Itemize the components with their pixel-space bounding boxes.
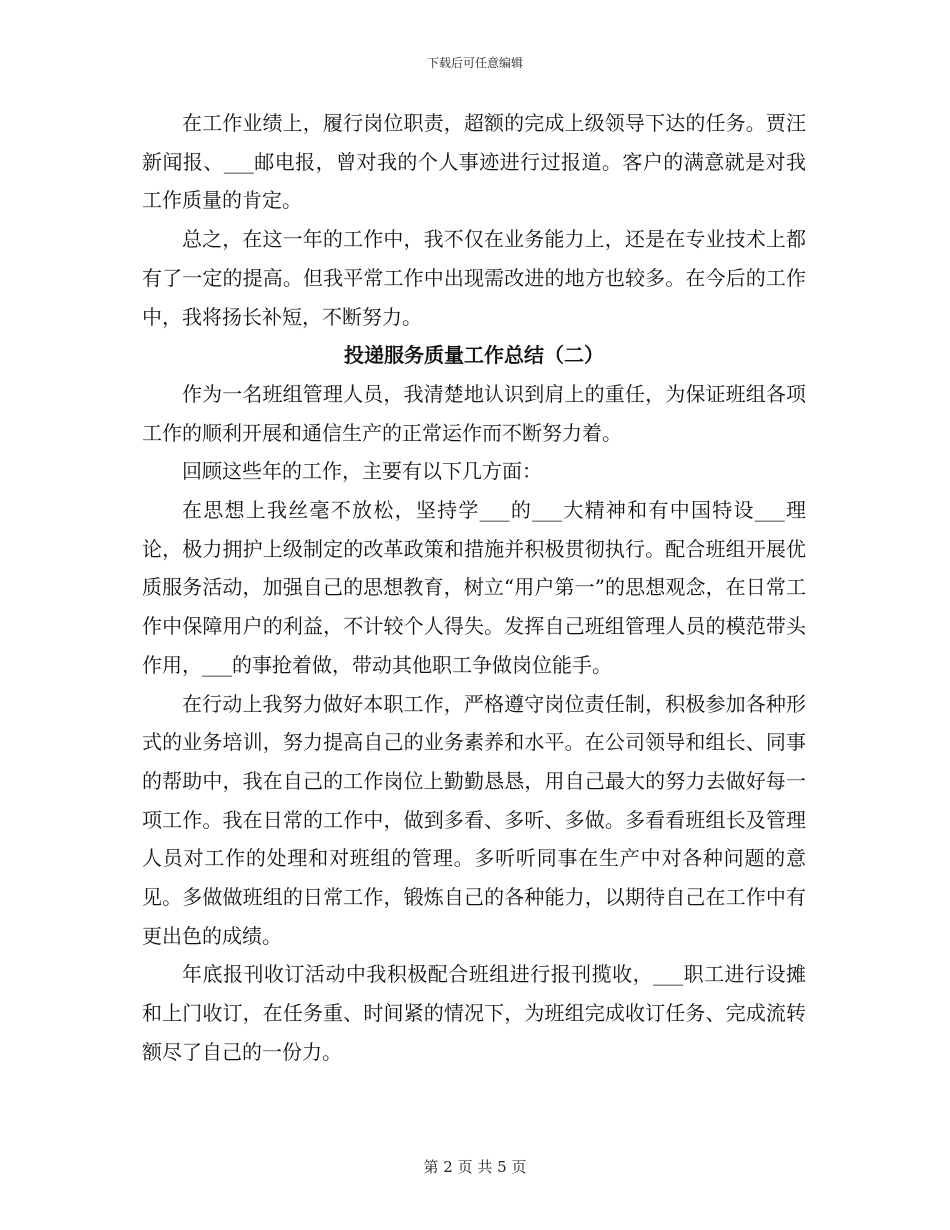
paragraph: 在思想上我丝毫不放松，坚持学___的___大精神和有中国特设___理论，极力拥护上级制定的改革政策和措施并积极贯彻执行。配合班组开展优质服务活动，加强自己的思想教育，树立“用户第一”的思想观念，在日常工作中保障用户的利益，不计较个人得失。发挥自己班组管理人员的模范带头作用，___的事抢着做，带动其他职工争做岗位能手。 [142,498,806,677]
document-body [142,104,806,1072]
paragraph: 回顾这些年的工作，主要有以下几方面： [182,459,542,484]
paragraph: 年底报刊收订活动中我积极配合班组进行报刊揽收，___职工进行设摊和上门收订，在任务重、时间紧的情况下，为班组完成收订任务、完成流转额尽了自己的一份力。 [142,962,806,1064]
paragraph: 总之，在这一年的工作中，我不仅在业务能力上，还是在专业技术上都有了一定的提高。但我平常工作中出现需改进的地方也较多。在今后的工作中，我将扬长补短，不断努力。 [142,227,806,329]
paragraph: 在行动上我努力做好本职工作，严格遵守岗位责任制，积极参加各种形式的业务培训，努力提高自己的业务素养和水平。在公司领导和组长、同事的帮助中，我在自己的工作岗位上勤勤恳恳，用自己最大的努力去做好每一项工作。我在日常的工作中，做到多看、多听、多做。多看看班组长及管理人员对工作的处理和对班组的管理。多听听同事在生产中对各种问题的意见。多做做班组的日常工作，锻炼自己的各种能力，以期待自己在工作中有更出色的成绩。 [142,691,806,948]
page-header: 下载后可任意编辑 [426,56,523,70]
page-footer: 第 2 页 共 5 页 [423,1158,527,1176]
section-title: 投递服务质量工作总结（二） [344,343,604,368]
paragraph: 作为一名班组管理人员，我清楚地认识到肩上的重任，为保证班组各项工作的顺利开展和通信生产的正常运作而不断努力着。 [142,381,806,445]
paragraph: 在工作业绩上，履行岗位职责，超额的完成上级领导下达的任务。贾汪新闻报、___邮电报，曾对我的个人事迹进行过报道。客户的满意就是对我工作质量的肯定。 [142,111,806,213]
